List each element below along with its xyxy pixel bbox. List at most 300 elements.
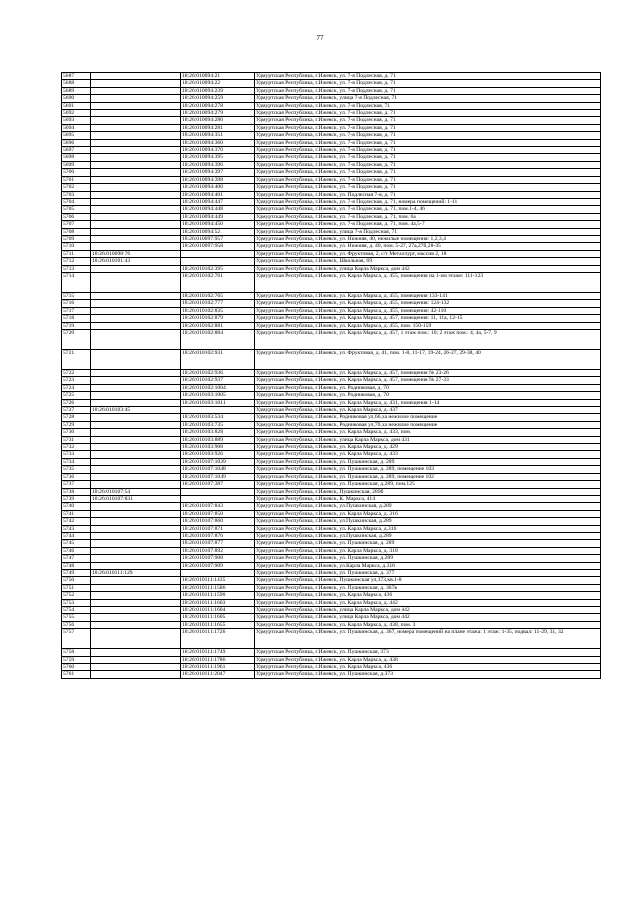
land-cadastral-number-cell xyxy=(91,300,181,307)
address-cell: Удмуртская Республика, г.Ижевск, ул. Пушкинская, д. 289, помещение 102 xyxy=(255,473,601,480)
table-row xyxy=(62,213,601,220)
building-cadastral-number-cell: 18:26:010111:1749 xyxy=(181,649,255,656)
table-row xyxy=(62,532,601,539)
building-cadastral-number-cell: 18:26:010094:351 xyxy=(181,132,255,139)
row-number-cell: 5723 xyxy=(62,377,91,384)
land-cadastral-number-cell xyxy=(91,370,181,377)
table-row xyxy=(62,503,601,510)
table-row xyxy=(62,307,601,314)
table-row xyxy=(62,191,601,198)
land-cadastral-number-cell xyxy=(91,547,181,554)
address-cell: Удмуртская Республика, г.Ижевск, ул. Карла Маркса, 436 xyxy=(255,664,601,671)
address-cell: Удмуртская Республика, г.Ижевск, ул. Карла Маркса, д. 431, помещения 1-14 xyxy=(255,399,601,406)
table-row xyxy=(62,176,601,183)
table-row xyxy=(62,621,601,628)
building-cadastral-number-cell: 18:26:010094:401 xyxy=(181,191,255,198)
address-cell: Удмуртская Республика, г.Ижевск, ул. Карла Маркса, д. 457, помещения № 23-26 xyxy=(255,370,601,377)
land-cadastral-number-cell xyxy=(91,102,181,109)
row-number-cell: 5734 xyxy=(62,458,91,465)
row-number-cell: 5743 xyxy=(62,525,91,532)
address-cell: Удмуртская Республика, г.Ижевск, К. Маркса, 414 xyxy=(255,495,601,502)
building-cadastral-number-cell: 18:26:010097:957 xyxy=(181,235,255,242)
building-cadastral-number-cell: 18:26:010107:387 xyxy=(181,481,255,488)
table-row xyxy=(62,488,601,495)
building-cadastral-number-cell: 18:26:010111:1603 xyxy=(181,599,255,606)
address-cell: Удмуртская Республика, г.Ижевск, ул. Пушкинская, д. 289 xyxy=(255,540,601,547)
row-number-cell: 5728 xyxy=(62,414,91,421)
address-cell: Удмуртская Республика, г.Ижевск, ул. Карла Маркса, д. 318 xyxy=(255,547,601,554)
row-number-cell: 5689 xyxy=(62,87,91,94)
row-number-cell: 5700 xyxy=(62,169,91,176)
address-cell: Удмуртская Республика, г.Ижевск, ул. Карла Маркса, д. 457, 1 этаж пом.: 10; 2 этаж пом.: 4, 4а, 5-7, 9 xyxy=(255,330,601,350)
building-cadastral-number-cell: 18:26:010107:1039 xyxy=(181,458,255,465)
table-row xyxy=(62,161,601,168)
table-row xyxy=(62,169,601,176)
building-cadastral-number-cell: 18:26:010111:1590 xyxy=(181,592,255,599)
land-cadastral-number-cell xyxy=(91,584,181,591)
land-cadastral-number-cell xyxy=(91,607,181,614)
building-cadastral-number-cell xyxy=(181,569,255,576)
building-cadastral-number-cell xyxy=(181,250,255,257)
table-row xyxy=(62,555,601,562)
building-cadastral-number-cell: 18:26:010102:884 xyxy=(181,330,255,350)
property-register-table xyxy=(61,72,601,679)
table-row xyxy=(62,95,601,102)
address-cell: Удмуртская Республика, г.Ижевск, ул. Пушкинская, д. 367, номера помещений на плане этажа: 1 этаж: 1-35, подвал: 11-29, 31, 32 xyxy=(255,629,601,649)
table-row xyxy=(62,243,601,250)
land-cadastral-number-cell xyxy=(91,664,181,671)
land-cadastral-number-cell xyxy=(91,562,181,569)
table-row xyxy=(62,124,601,131)
row-number-cell: 5708 xyxy=(62,228,91,235)
address-cell: Удмуртская Республика, г.Ижевск, Родниковая ул,66,ха нежилое помещение xyxy=(255,414,601,421)
row-number-cell: 5707 xyxy=(62,221,91,228)
table-row xyxy=(62,629,601,649)
address-cell: Удмуртская Республика, г.Ижевск, ул. 7-я Подлесная, д. 71 xyxy=(255,124,601,131)
land-cadastral-number-cell xyxy=(91,399,181,406)
building-cadastral-number-cell: 18:26:010103:534 xyxy=(181,414,255,421)
row-number-cell: 5701 xyxy=(62,176,91,183)
address-cell: Удмуртская Республика, г.Ижевск, улица Карла Маркса, дом 431 xyxy=(255,436,601,443)
table-row xyxy=(62,577,601,584)
land-cadastral-number-cell xyxy=(91,510,181,517)
land-cadastral-number-cell xyxy=(91,265,181,272)
row-number-cell: 5747 xyxy=(62,555,91,562)
row-number-cell: 5748 xyxy=(62,562,91,569)
land-cadastral-number-cell xyxy=(91,481,181,488)
building-cadastral-number-cell: 18:26:010107:860 xyxy=(181,518,255,525)
address-cell: Удмуртская Республика, г.Ижевск, ул.Пушкинская, д.289 xyxy=(255,503,601,510)
building-cadastral-number-cell: 18:26:010094:400 xyxy=(181,184,255,191)
row-number-cell: 5754 xyxy=(62,607,91,614)
land-cadastral-number-cell xyxy=(91,614,181,621)
table-row xyxy=(62,198,601,205)
address-cell: Удмуртская Республика, г.Ижевск, ул. Пушкинская, д. 367в xyxy=(255,584,601,591)
address-cell: Удмуртская Республика, г.Ижевск, ул. Карла Маркса, д. 455, помещения на 1-ом этаже: 111-123 xyxy=(255,272,601,292)
table-row xyxy=(62,399,601,406)
land-cadastral-number-cell xyxy=(91,124,181,131)
row-number-cell: 5699 xyxy=(62,161,91,168)
table-row xyxy=(62,547,601,554)
building-cadastral-number-cell: 18:26:010102:881 xyxy=(181,322,255,329)
table-row xyxy=(62,407,601,414)
land-cadastral-number-cell xyxy=(91,147,181,154)
building-cadastral-number-cell: 18:26:010094:448 xyxy=(181,206,255,213)
address-cell: Удмуртская Республика, г.Ижевск, ул. 7-я Подлесная, д. 71 xyxy=(255,73,601,80)
building-cadastral-number-cell: 18:26:010094:397 xyxy=(181,169,255,176)
table-row xyxy=(62,117,601,124)
land-cadastral-number-cell xyxy=(91,377,181,384)
land-cadastral-number-cell xyxy=(91,221,181,228)
land-cadastral-number-cell xyxy=(91,132,181,139)
table-row xyxy=(62,518,601,525)
table-row xyxy=(62,584,601,591)
row-number-cell: 5710 xyxy=(62,243,91,250)
address-cell: Удмуртская Республика, г.Ижевск, ул. Карла Маркса, д. 457, помещения № 27-33 xyxy=(255,377,601,384)
address-cell: Удмуртская Республика, г.Ижевск, ул. 7-я Подлесная, д. 71 xyxy=(255,87,601,94)
row-number-cell: 5752 xyxy=(62,592,91,599)
row-number-cell: 5691 xyxy=(62,102,91,109)
land-cadastral-number-cell xyxy=(91,161,181,168)
land-cadastral-number-cell xyxy=(91,154,181,161)
address-cell: Удмуртская Республика, г.Ижевск, ул. Пушкинская, 373 xyxy=(255,649,601,656)
land-cadastral-number-cell xyxy=(91,350,181,370)
register-body xyxy=(62,73,601,679)
address-cell: Удмуртская Республика, г.Ижевск, Пушкинская, 289б xyxy=(255,488,601,495)
address-cell: Удмуртская Республика, г.Ижевск, ул. Фруктовая, д. 41, пом. 1-8, 11-17, 19-24, 26-27, 29-38, 40 xyxy=(255,350,601,370)
table-row xyxy=(62,132,601,139)
building-cadastral-number-cell: 18:26:010107:876 xyxy=(181,532,255,539)
address-cell: Удмуртская Республика, г.Ижевск, ул. Фруктовая, 2, с/т Металлург, массив 2, 18 xyxy=(255,250,601,257)
land-cadastral-number-cell xyxy=(91,117,181,124)
row-number-cell: 5744 xyxy=(62,532,91,539)
table-row xyxy=(62,599,601,606)
row-number-cell: 5750 xyxy=(62,577,91,584)
building-cadastral-number-cell: 18:26:010103:908 xyxy=(181,444,255,451)
building-cadastral-number-cell: 18:26:010094:239 xyxy=(181,87,255,94)
building-cadastral-number-cell: 18:26:010103:1005 xyxy=(181,392,255,399)
building-cadastral-number-cell: 18:26:010111:1435 xyxy=(181,577,255,584)
row-number-cell: 5719 xyxy=(62,322,91,329)
address-cell: Удмуртская Республика, г.Ижевск, ул. Пушкинская, д. 289, помещение 103 xyxy=(255,466,601,473)
address-cell: Удмуртская Республика, г.Ижевск, ул. 7-я Подлесная, д. 71 xyxy=(255,176,601,183)
building-cadastral-number-cell: 18:26:010111:1586 xyxy=(181,584,255,591)
address-cell: Удмуртская Республика, г.Ижевск, ул. 7-я Подлесная, д. 71, пом.1-4, 46 xyxy=(255,206,601,213)
land-cadastral-number-cell xyxy=(91,421,181,428)
table-row xyxy=(62,384,601,391)
row-number-cell: 5733 xyxy=(62,451,91,458)
land-cadastral-number-cell xyxy=(91,444,181,451)
building-cadastral-number-cell: 18:26:010102:936 xyxy=(181,370,255,377)
row-number-cell: 5745 xyxy=(62,540,91,547)
table-row xyxy=(62,436,601,443)
land-cadastral-number-cell xyxy=(91,525,181,532)
row-number-cell: 5712 xyxy=(62,258,91,265)
row-number-cell: 5705 xyxy=(62,206,91,213)
building-cadastral-number-cell: 18:26:010094:52 xyxy=(181,228,255,235)
address-cell: Удмуртская Республика, г.Ижевск, ул. 7-я Подлесная, д. 71 xyxy=(255,117,601,124)
land-cadastral-number-cell xyxy=(91,466,181,473)
address-cell: Удмуртская Республика, г.Ижевск, ул. Карла Маркса, д. 457, помещения: 11, 11а, 12-15 xyxy=(255,315,601,322)
land-cadastral-number-cell xyxy=(91,451,181,458)
land-cadastral-number-cell xyxy=(91,649,181,656)
building-cadastral-number-cell: 18:26:010094:398 xyxy=(181,176,255,183)
building-cadastral-number-cell: 18:26:010107:843 xyxy=(181,503,255,510)
land-cadastral-number-cell xyxy=(91,429,181,436)
building-cadastral-number-cell: 18:26:010111:1605 xyxy=(181,614,255,621)
row-number-cell: 5696 xyxy=(62,139,91,146)
building-cadastral-number-cell: 18:26:010102:395 xyxy=(181,265,255,272)
address-cell: Удмуртская Республика, г.Ижевск, ул. 7-я Подлесная, д. 71 xyxy=(255,139,601,146)
land-cadastral-number-cell xyxy=(91,540,181,547)
address-cell: Удмуртская Республика, г.Ижевск, ул. Карла Маркса, д. 438 xyxy=(255,656,601,663)
row-number-cell: 5742 xyxy=(62,518,91,525)
building-cadastral-number-cell: 18:26:010111:1726 xyxy=(181,629,255,649)
address-cell: Удмуртская Республика, г.Ижевск, ул. Пушкинская, д. 377 xyxy=(255,569,601,576)
building-cadastral-number-cell: 18:26:010094:22 xyxy=(181,80,255,87)
building-cadastral-number-cell: 18:26:010094:396 xyxy=(181,161,255,168)
table-row xyxy=(62,592,601,599)
land-cadastral-number-cell: 18:26:010107:831 xyxy=(91,495,181,502)
building-cadastral-number-cell: 18:26:010102:761 xyxy=(181,272,255,292)
building-cadastral-number-cell: 18:26:010102:765 xyxy=(181,292,255,299)
table-row xyxy=(62,510,601,517)
row-number-cell: 5688 xyxy=(62,80,91,87)
address-cell: Удмуртская Республика, г.Ижевск, ул. Карла Маркса, д. 433 xyxy=(255,451,601,458)
land-cadastral-number-cell xyxy=(91,555,181,562)
land-cadastral-number-cell xyxy=(91,458,181,465)
land-cadastral-number-cell xyxy=(91,87,181,94)
building-cadastral-number-cell: 18:26:010094:370 xyxy=(181,147,255,154)
table-row xyxy=(62,221,601,228)
row-number-cell: 5755 xyxy=(62,614,91,621)
land-cadastral-number-cell xyxy=(91,191,181,198)
address-cell: Удмуртская Республика, г.Ижевск, ул. 7-я Подлесная, д. 71 xyxy=(255,147,601,154)
address-cell: Удмуртская Республика, г.Ижевск, улица 7-я Подлесная, 71 xyxy=(255,228,601,235)
row-number-cell: 5736 xyxy=(62,473,91,480)
address-cell: Удмуртская Республика, г.Ижевск, ул.Пушкинская, д.289 xyxy=(255,532,601,539)
row-number-cell: 5709 xyxy=(62,235,91,242)
address-cell: Удмуртская Республика, г.Ижевск, ул. Карла Маркса, д. 455, пом. 150-159 xyxy=(255,322,601,329)
building-cadastral-number-cell xyxy=(181,407,255,414)
row-number-cell: 5722 xyxy=(62,370,91,377)
row-number-cell: 5716 xyxy=(62,300,91,307)
table-row xyxy=(62,466,601,473)
land-cadastral-number-cell xyxy=(91,213,181,220)
building-cadastral-number-cell: 18:26:010094:450 xyxy=(181,221,255,228)
table-row xyxy=(62,73,601,80)
table-row xyxy=(62,607,601,614)
row-number-cell: 5720 xyxy=(62,330,91,350)
land-cadastral-number-cell xyxy=(91,656,181,663)
address-cell: Удмуртская Республика, г.Ижевск, ул. 7-я Подлесная, д. 71 xyxy=(255,169,601,176)
land-cadastral-number-cell: 18:26:010098:76 xyxy=(91,250,181,257)
table-row xyxy=(62,184,601,191)
land-cadastral-number-cell xyxy=(91,228,181,235)
row-number-cell: 5725 xyxy=(62,392,91,399)
land-cadastral-number-cell xyxy=(91,315,181,322)
address-cell: Удмуртская Республика, г.Ижевск, ул.Карла Маркса, д.316 xyxy=(255,562,601,569)
building-cadastral-number-cell: 18:26:010103:1011 xyxy=(181,399,255,406)
table-row xyxy=(62,147,601,154)
address-cell: Удмуртская Республика, г.Ижевск, ул. Карла Маркса, д. 455, помещения 133-141 xyxy=(255,292,601,299)
table-row xyxy=(62,258,601,265)
land-cadastral-number-cell xyxy=(91,110,181,117)
land-cadastral-number-cell xyxy=(91,307,181,314)
land-cadastral-number-cell: 18:26:010101:43 xyxy=(91,258,181,265)
row-number-cell: 5731 xyxy=(62,436,91,443)
building-cadastral-number-cell: 18:26:010102:937 xyxy=(181,377,255,384)
address-cell: Удмуртская Республика, г.Ижевск, ул. 7-я Подлесная, д. 71, номера помещений: 1-11 xyxy=(255,198,601,205)
row-number-cell: 5711 xyxy=(62,250,91,257)
building-cadastral-number-cell: 18:26:010103:926 xyxy=(181,451,255,458)
row-number-cell: 5695 xyxy=(62,132,91,139)
building-cadastral-number-cell: 18:26:010094:281 xyxy=(181,124,255,131)
building-cadastral-number-cell xyxy=(181,495,255,502)
table-row xyxy=(62,110,601,117)
building-cadastral-number-cell: 18:26:010111:1961 xyxy=(181,664,255,671)
row-number-cell: 5738 xyxy=(62,488,91,495)
row-number-cell: 5713 xyxy=(62,265,91,272)
row-number-cell: 5751 xyxy=(62,584,91,591)
table-row xyxy=(62,139,601,146)
row-number-cell: 5721 xyxy=(62,350,91,370)
building-cadastral-number-cell: 18:26:010094:449 xyxy=(181,213,255,220)
address-cell: Удмуртская Республика, г.Ижевск, ул. 7-я Подлесная, д. 71 xyxy=(255,110,601,117)
land-cadastral-number-cell: 18:26:010107:54 xyxy=(91,488,181,495)
address-cell: Удмуртская Республика, г.Ижевск, улица Карла Маркса, дом 442 xyxy=(255,265,601,272)
row-number-cell: 5694 xyxy=(62,124,91,131)
land-cadastral-number-cell xyxy=(91,80,181,87)
table-row xyxy=(62,350,601,370)
row-number-cell: 5757 xyxy=(62,629,91,649)
row-number-cell: 5756 xyxy=(62,621,91,628)
row-number-cell: 5714 xyxy=(62,272,91,292)
table-row xyxy=(62,614,601,621)
land-cadastral-number-cell xyxy=(91,184,181,191)
table-row xyxy=(62,481,601,488)
address-cell: Удмуртская Республика, г.Ижевск, ул. Карла Маркса, д.316 xyxy=(255,525,601,532)
building-cadastral-number-cell: 18:26:010097:958 xyxy=(181,243,255,250)
building-cadastral-number-cell: 18:26:010094:447 xyxy=(181,198,255,205)
table-row xyxy=(62,421,601,428)
address-cell: Удмуртская Республика, г.Ижевск, Родниковая ул,70,ха нежилое помещение xyxy=(255,421,601,428)
address-cell: Удмуртская Республика, г.Ижевск, ул.Пушкинская, д.289 xyxy=(255,518,601,525)
land-cadastral-number-cell xyxy=(91,95,181,102)
row-number-cell: 5753 xyxy=(62,599,91,606)
building-cadastral-number-cell: 18:26:010107:909 xyxy=(181,562,255,569)
building-cadastral-number-cell: 18:26:010107:1049 xyxy=(181,473,255,480)
building-cadastral-number-cell xyxy=(181,488,255,495)
address-cell: Удмуртская Республика, г.Ижевск, улица 7-я Подлесная, 71 xyxy=(255,95,601,102)
address-cell: Удмуртская Республика, г.Ижевск, улица Карла Маркса, дом 442 xyxy=(255,607,601,614)
address-cell: Удмуртская Республика, г.Ижевск, ул. 7-я Подлесная, д. 71 xyxy=(255,80,601,87)
building-cadastral-number-cell: 18:26:010107:877 xyxy=(181,540,255,547)
row-number-cell: 5715 xyxy=(62,292,91,299)
land-cadastral-number-cell xyxy=(91,532,181,539)
land-cadastral-number-cell xyxy=(91,414,181,421)
land-cadastral-number-cell xyxy=(91,292,181,299)
table-row xyxy=(62,322,601,329)
address-cell: Удмуртская Республика, г.Ижевск, ул. Карла Маркса, д. 455, помещения: 42-110 xyxy=(255,307,601,314)
building-cadastral-number-cell: 18:26:010111:1786 xyxy=(181,656,255,663)
land-cadastral-number-cell: 18:26:010103:45 xyxy=(91,407,181,414)
land-cadastral-number-cell xyxy=(91,518,181,525)
row-number-cell: 5759 xyxy=(62,656,91,663)
row-number-cell: 5690 xyxy=(62,95,91,102)
row-number-cell: 5758 xyxy=(62,649,91,656)
table-row xyxy=(62,377,601,384)
land-cadastral-number-cell: 18:26:010111:129 xyxy=(91,569,181,576)
building-cadastral-number-cell: 18:26:010102:835 xyxy=(181,307,255,314)
row-number-cell: 5760 xyxy=(62,664,91,671)
table-row xyxy=(62,228,601,235)
address-cell: Удмуртская Республика, г.Ижевск, ул. 7-я Подлесная, д. 71 xyxy=(255,161,601,168)
address-cell: Удмуртская Республика, г.Ижевск, ул. Карла Маркса, д. 316 xyxy=(255,510,601,517)
building-cadastral-number-cell: 18:26:010107:892 xyxy=(181,547,255,554)
building-cadastral-number-cell: 18:26:010103:889 xyxy=(181,436,255,443)
address-cell: Удмуртская Республика, г.Ижевск, ул. Карла Маркса, д. 442 xyxy=(255,599,601,606)
table-row xyxy=(62,458,601,465)
table-row xyxy=(62,671,601,678)
building-cadastral-number-cell: 18:26:010094:360 xyxy=(181,139,255,146)
land-cadastral-number-cell xyxy=(91,577,181,584)
table-row xyxy=(62,206,601,213)
address-cell: Удмуртская Республика, г.Ижевск, улица Карла Маркса, дом 442 xyxy=(255,614,601,621)
row-number-cell: 5741 xyxy=(62,510,91,517)
address-cell: Удмуртская Республика, г.Ижевск, ул. Пушкинская, д.289, пом.125 xyxy=(255,481,601,488)
table-row xyxy=(62,392,601,399)
address-cell: Удмуртская Республика, г.Ижевск, ул. 7-я Подлесная, д. 71, пом. 6а xyxy=(255,213,601,220)
land-cadastral-number-cell xyxy=(91,392,181,399)
land-cadastral-number-cell xyxy=(91,330,181,350)
table-row xyxy=(62,562,601,569)
address-cell: Удмуртская Республика, г.Ижевск, ул. Нижняя, 40, нежилые помещения: 1,2,3,4 xyxy=(255,235,601,242)
row-number-cell: 5726 xyxy=(62,399,91,406)
building-cadastral-number-cell: 18:26:010103:735 xyxy=(181,421,255,428)
building-cadastral-number-cell: 18:26:010103:828 xyxy=(181,429,255,436)
table-row xyxy=(62,495,601,502)
table-row xyxy=(62,525,601,532)
land-cadastral-number-cell xyxy=(91,198,181,205)
page-number: 77 xyxy=(316,34,324,42)
building-cadastral-number-cell: 18:26:010102:931 xyxy=(181,350,255,370)
address-cell: Удмуртская Республика, г.Ижевск, ул. 7-я Подлесная, 71 xyxy=(255,102,601,109)
building-cadastral-number-cell: 18:26:010094:21 xyxy=(181,73,255,80)
land-cadastral-number-cell xyxy=(91,139,181,146)
address-cell: Удмуртская Республика, г.Ижевск, ул. Подлесная 7-я, д. 71 xyxy=(255,191,601,198)
address-cell: Удмуртская Республика, г.Ижевск, ул. Карла Маркса, д. 429 xyxy=(255,444,601,451)
building-cadastral-number-cell xyxy=(181,258,255,265)
row-number-cell: 5749 xyxy=(62,569,91,576)
building-cadastral-number-cell: 18:26:010094:278 xyxy=(181,102,255,109)
table-row xyxy=(62,569,601,576)
table-row xyxy=(62,649,601,656)
row-number-cell: 5746 xyxy=(62,547,91,554)
row-number-cell: 5740 xyxy=(62,503,91,510)
land-cadastral-number-cell xyxy=(91,243,181,250)
table-row xyxy=(62,444,601,451)
building-cadastral-number-cell: 18:26:010094:279 xyxy=(181,110,255,117)
table-row xyxy=(62,300,601,307)
land-cadastral-number-cell xyxy=(91,671,181,678)
land-cadastral-number-cell xyxy=(91,629,181,649)
table-row xyxy=(62,265,601,272)
land-cadastral-number-cell xyxy=(91,206,181,213)
building-cadastral-number-cell: 18:26:010111:1604 xyxy=(181,607,255,614)
land-cadastral-number-cell xyxy=(91,235,181,242)
row-number-cell: 5692 xyxy=(62,110,91,117)
